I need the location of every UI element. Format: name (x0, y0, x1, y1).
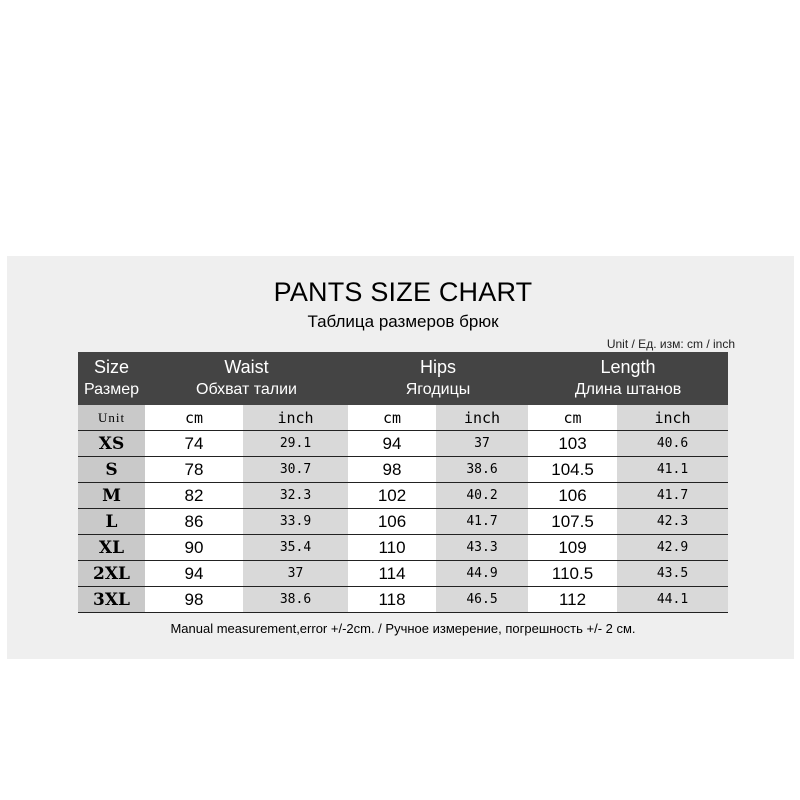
hips-cm-cell: 106 (348, 509, 436, 535)
header-size-ru: Размер (78, 378, 145, 405)
length-inch-cell: 42.9 (617, 535, 728, 561)
hips-cm-cell: 118 (348, 587, 436, 613)
hips-inch-cell: 44.9 (436, 561, 528, 587)
hips-cm-cell: 102 (348, 483, 436, 509)
chart-subtitle: Таблица размеров брюк (307, 312, 499, 331)
waist-inch-cell: 38.6 (243, 587, 348, 613)
unit-label: Unit (78, 405, 145, 431)
footnote: Manual measurement,error +/-2cm. / Ручное измерение, погрешность +/- 2 см. (170, 621, 636, 636)
size-cell: 2XL (78, 561, 145, 587)
header-hips-ru: Ягодицы (348, 378, 528, 405)
table-row (78, 457, 728, 483)
size-cell: 3XL (78, 587, 145, 613)
length-cm-cell: 110.5 (528, 561, 617, 587)
length-cm-cell: 112 (528, 587, 617, 613)
unit-hips-cm: cm (348, 405, 436, 431)
size-cell: L (78, 509, 145, 535)
length-cm-cell: 109 (528, 535, 617, 561)
header-waist-en: Waist (145, 352, 348, 378)
header-waist-ru: Обхват талии (145, 378, 348, 405)
table-row (78, 431, 728, 457)
hips-inch-cell: 43.3 (436, 535, 528, 561)
waist-inch-cell: 35.4 (243, 535, 348, 561)
table-row (78, 509, 728, 535)
waist-inch-cell: 32.3 (243, 483, 348, 509)
length-inch-cell: 40.6 (617, 431, 728, 457)
hips-inch-cell: 38.6 (436, 457, 528, 483)
unit-waist-cm: cm (145, 405, 243, 431)
waist-cm-cell: 78 (145, 457, 243, 483)
waist-cm-cell: 74 (145, 431, 243, 457)
waist-inch-cell: 30.7 (243, 457, 348, 483)
waist-cm-cell: 82 (145, 483, 243, 509)
length-inch-cell: 44.1 (617, 587, 728, 613)
length-cm-cell: 107.5 (528, 509, 617, 535)
header-hips-en: Hips (348, 352, 528, 378)
table-row (78, 535, 728, 561)
header-size-en: Size (78, 352, 145, 378)
hips-inch-cell: 46.5 (436, 587, 528, 613)
waist-inch-cell: 29.1 (243, 431, 348, 457)
size-cell: M (78, 483, 145, 509)
hips-inch-cell: 41.7 (436, 509, 528, 535)
length-inch-cell: 41.7 (617, 483, 728, 509)
header-length-ru: Длина штанов (528, 378, 728, 405)
unit-note: Unit / Ед. изм: cm / inch (606, 337, 735, 351)
unit-hips-inch: inch (436, 405, 528, 431)
chart-title: PANTS SIZE CHART (273, 277, 533, 307)
unit-length-cm: cm (528, 405, 617, 431)
length-inch-cell: 41.1 (617, 457, 728, 483)
length-cm-cell: 104.5 (528, 457, 617, 483)
hips-inch-cell: 37 (436, 431, 528, 457)
header-length-en: Length (528, 352, 728, 378)
waist-inch-cell: 37 (243, 561, 348, 587)
waist-cm-cell: 90 (145, 535, 243, 561)
length-inch-cell: 42.3 (617, 509, 728, 535)
hips-cm-cell: 114 (348, 561, 436, 587)
waist-cm-cell: 94 (145, 561, 243, 587)
table-row (78, 483, 728, 509)
table-row (78, 561, 728, 587)
hips-inch-cell: 40.2 (436, 483, 528, 509)
waist-cm-cell: 98 (145, 587, 243, 613)
table-row (78, 587, 728, 613)
hips-cm-cell: 94 (348, 431, 436, 457)
waist-cm-cell: 86 (145, 509, 243, 535)
unit-row (78, 405, 728, 431)
waist-inch-cell: 33.9 (243, 509, 348, 535)
length-cm-cell: 106 (528, 483, 617, 509)
size-cell: XS (78, 431, 145, 457)
size-cell: S (78, 457, 145, 483)
size-table (78, 352, 728, 613)
header-row-en (78, 352, 728, 378)
header-row-ru (78, 378, 728, 405)
unit-length-inch: inch (617, 405, 728, 431)
unit-waist-inch: inch (243, 405, 348, 431)
size-cell: XL (78, 535, 145, 561)
length-cm-cell: 103 (528, 431, 617, 457)
hips-cm-cell: 110 (348, 535, 436, 561)
length-inch-cell: 43.5 (617, 561, 728, 587)
hips-cm-cell: 98 (348, 457, 436, 483)
